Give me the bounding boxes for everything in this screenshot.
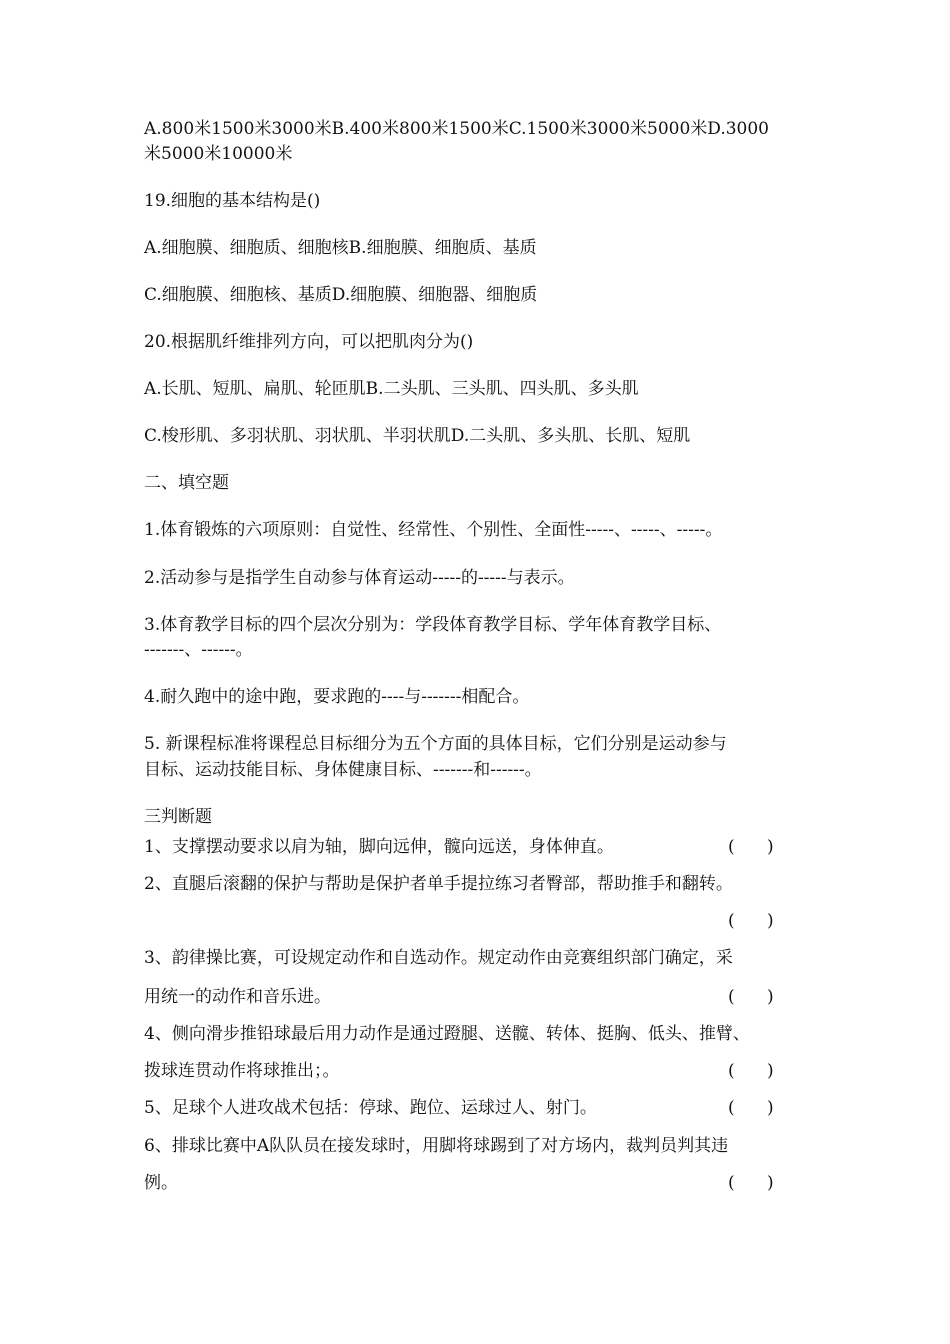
judge-q3-line1: 3、韵律操比赛，可设规定动作和自选动作。规定动作由竞赛组织部门确定，采 <box>144 948 733 968</box>
judge-q6-line2: 例。 <box>144 1173 178 1193</box>
fill-q1: 1.体育锻炼的六项原则：自觉性、经常性、个别性、全面性-----、-----、-----。 <box>144 520 723 540</box>
judge-q3-line2: 用统一的动作和音乐进。 <box>144 987 331 1007</box>
q18-options-line2: 米5000米10000米 <box>144 144 293 164</box>
judge-q1: 1、支撑摆动要求以肩为轴，脚向远伸，髋向远送，身体伸直。 <box>144 837 614 857</box>
judge-q2: 2、直腿后滚翻的保护与帮助是保护者单手提拉练习者臀部，帮助推手和翻转。 <box>144 874 733 894</box>
fill-section-heading: 二、填空题 <box>144 473 229 493</box>
q18-options-line1: A.800米1500米3000米B.400米800米1500米C.1500米3000米5000米D.3000 <box>144 119 769 139</box>
q19-options-ab: A.细胞膜、细胞质、细胞核B.细胞膜、细胞质、基质 <box>144 238 537 258</box>
fill-q3-line1: 3.体育教学目标的四个层次分别为：学段体育教学目标、学年体育教学目标、 <box>144 615 722 635</box>
q20-options-ab: A.长肌、短肌、扁肌、轮匝肌B.二头肌、三头肌、四头肌、多头肌 <box>144 379 639 399</box>
fill-q5-line1: 5. 新课程标准将课程总目标细分为五个方面的具体目标，它们分别是运动参与 <box>144 734 727 754</box>
judge-q5-answer-paren[interactable]: ( ) <box>728 1098 774 1118</box>
fill-q5-line2: 目标、运动技能目标、身体健康目标、-------和------。 <box>144 760 542 780</box>
judge-q5: 5、足球个人进攻战术包括：停球、跑位、运球过人、射门。 <box>144 1098 597 1118</box>
judge-q6-answer-paren[interactable]: ( ) <box>728 1173 774 1193</box>
fill-q4: 4.耐久跑中的途中跑，要求跑的----与-------相配合。 <box>144 687 530 707</box>
judge-q4-answer-paren[interactable]: ( ) <box>728 1061 774 1081</box>
q19-stem: 19.细胞的基本结构是() <box>144 191 321 211</box>
q20-stem: 20.根据肌纤维排列方向，可以把肌肉分为() <box>144 332 474 352</box>
fill-q3-line2: -------、------。 <box>144 640 253 660</box>
judge-q1-answer-paren[interactable]: ( ) <box>728 837 774 857</box>
judge-section-heading: 三判断题 <box>144 807 212 827</box>
fill-q2: 2.活动参与是指学生自动参与体育运动-----的-----与表示。 <box>144 568 575 588</box>
q19-options-cd: C.细胞膜、细胞核、基质D.细胞膜、细胞器、细胞质 <box>144 285 538 305</box>
judge-q2-answer-paren[interactable]: ( ) <box>728 911 774 931</box>
judge-q3-answer-paren[interactable]: ( ) <box>728 987 774 1007</box>
judge-q4-line2: 拨球连贯动作将球推出；。 <box>144 1061 340 1081</box>
judge-q4-line1: 4、侧向滑步推铅球最后用力动作是通过蹬腿、送髋、转体、挺胸、低头、推臂、 <box>144 1024 750 1044</box>
judge-q6-line1: 6、排球比赛中A队队员在接发球时，用脚将球踢到了对方场内，裁判员判其违 <box>144 1136 729 1156</box>
q20-options-cd: C.梭形肌、多羽状肌、羽状肌、半羽状肌D.二头肌、多头肌、长肌、短肌 <box>144 426 691 446</box>
